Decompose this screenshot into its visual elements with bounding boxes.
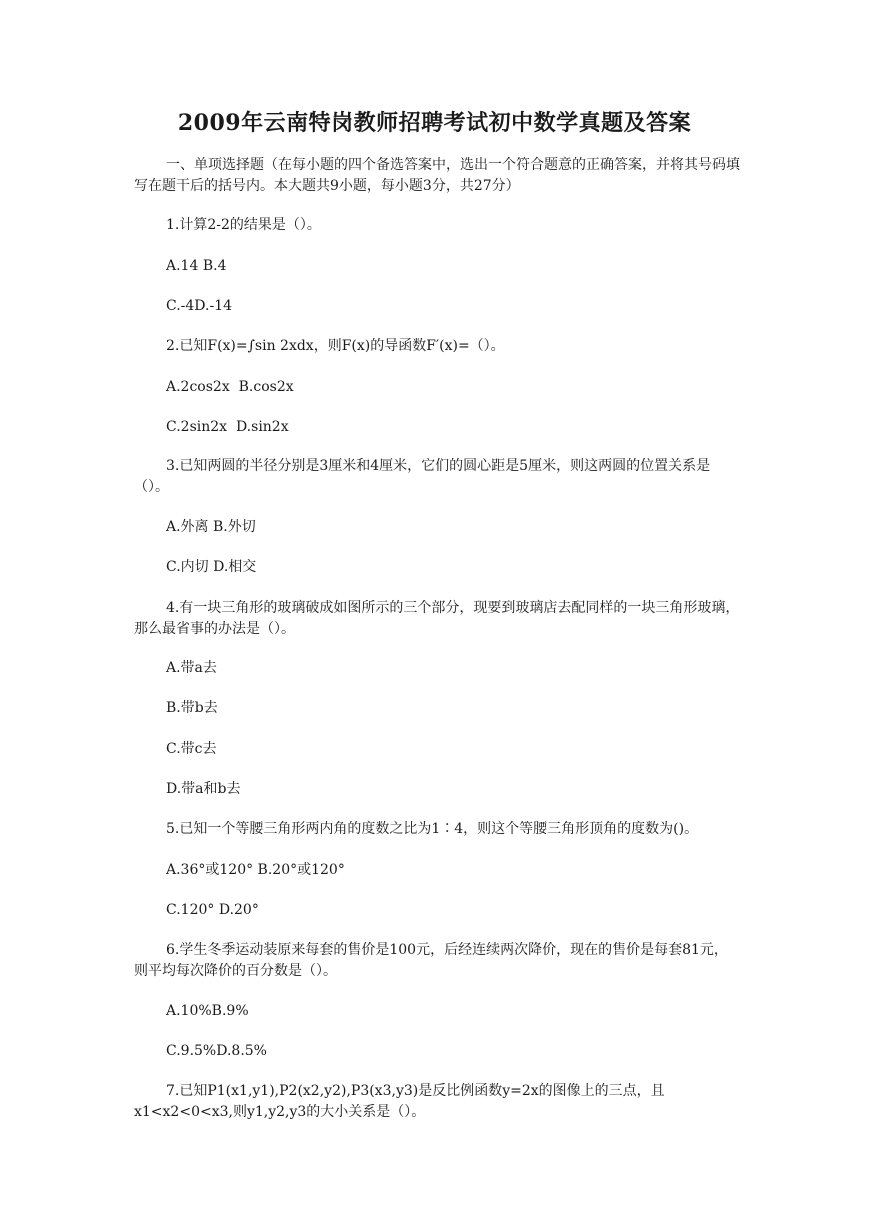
question-4-option-line: C.带c去 [166,741,217,757]
question-1-stem: 1.计算2-2的结果是（）。 [166,217,321,233]
section-instructions: 一、单项选择题（在每小题的四个备选答案中，选出一个符合题意的正确答案，并将其号码填写在题干后的括号内。本大题共9小题，每小题3分，共27分） [134,157,740,194]
question-2-option-line: C.2sin2x D.sin2x [166,419,289,435]
question-5-option-line: A.36°或120° B.20°或120° [166,862,345,878]
question-4-stem: 4.有一块三角形的玻璃破成如图所示的三个部分，现要到玻璃店去配同样的一块三角形玻璃，那么最省事的办法是（）。 [134,600,740,637]
question-4-option-line: D.带a和b去 [166,781,241,797]
question-3-option-line: A.外离 B.外切 [166,519,256,535]
question-6-stem: 6.学生冬季运动装原来每套的售价是100元，后经连续两次降价，现在的售价是每套81元，则平均每次降价的百分数是（）。 [134,942,728,979]
question-3-stem: 3.已知两圆的半径分别是3厘米和4厘米，它们的圆心距是5厘米，则这两圆的位置关系是（）。 [134,458,711,495]
question-4-option-line: A.带a去 [166,660,217,676]
question-3-option-line: C.内切 D.相交 [166,559,257,575]
question-4-option-line: B.带b去 [166,700,218,716]
question-1-option-line: C.-4D.-14 [166,298,233,314]
question-1-option-line: A.14 B.4 [166,258,227,274]
question-2-stem: 2.已知F(x)=∫sin 2xdx，则F(x)的导函数F′(x)=（）。 [166,338,505,354]
question-2-option-line: A.2cos2x B.cos2x [166,379,294,395]
question-5-stem: 5.已知一个等腰三角形两内角的度数之比为1∶4，则这个等腰三角形顶角的度数为()。 [166,821,699,837]
question-6-option-line: C.9.5%D.8.5% [166,1043,267,1059]
question-5-option-line: C.120° D.20° [166,902,259,918]
question-6-option-line: A.10%B.9% [166,1003,249,1019]
question-7-stem: 7.已知P1(x1,y1),P2(x2,y2),P3(x3,y3)是反比例函数y=2x的图像上的三点，且x1<x2<0<x3,则y1,y2,y3的大小关系是（）。 [134,1083,665,1120]
document-title: 2009年云南特岗教师招聘考试初中数学真题及答案 [177,110,692,136]
